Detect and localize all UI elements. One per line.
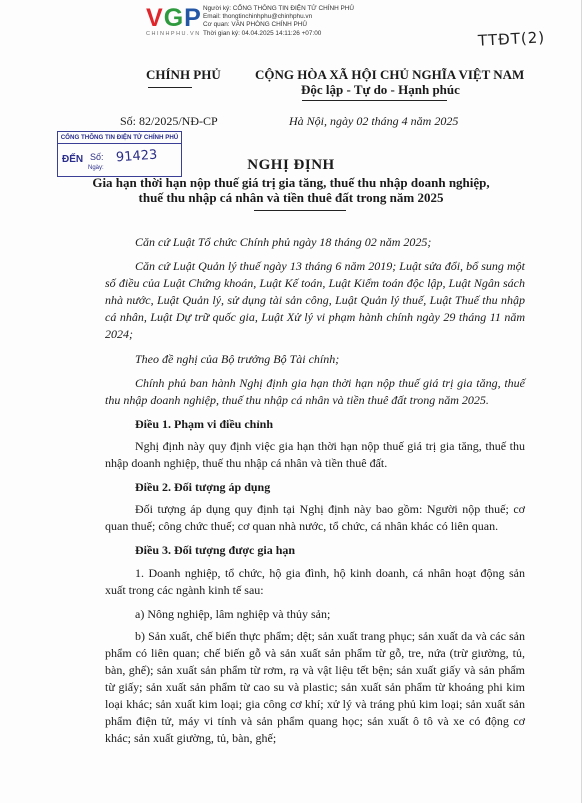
body-paragraph: b) Sản xuất, chế biến thực phẩm; dệt; sản xuất trang phục; sản xuất da và các sản phẩm có liên quan; chế biến gỗ và sản xuất sản phẩm từ gỗ, tre, nứa (trừ giường, tủ, bàn, ghế); sản xuất sản phẩm từ rơm, rạ và vật liệu tết bện; sản xuất giấy và sản phẩm từ giấy; sản xuất sản phẩm từ cao su và plastic; sản xuất sản phẩm từ khoáng phi kim loại khác; sản xuất kim loại; gia công cơ khí; xử lý và tráng phủ kim loại; sản xuất sản phẩm điện tử, máy vi tính và sản phẩm quang học; sản xuất ô tô và xe có động cơ khác; sản xuất giường, tủ, bàn, ghế; xyxy=(105,628,525,746)
issuer: CHÍNH PHỦ xyxy=(146,67,221,82)
document-subtitle-line-2: thuế thu nhập cá nhân và tiền thuê đất trong năm 2025 xyxy=(138,190,444,205)
logo-letter-g: G xyxy=(163,4,185,32)
document-number: Số: 82/2025/NĐ-CP xyxy=(120,114,218,128)
agency-line: Cơ quan: VĂN PHÒNG CHÍNH PHỦ xyxy=(203,21,307,29)
stamp-ngay-label: Ngày: xyxy=(88,165,104,171)
body-paragraph: Chính phủ ban hành Nghị định gia hạn thời hạn nộp thuế giá trị gia tăng, thuế thu nhập doanh nghiệp, thuế thu nhập cá nhân và tiền thuê đất trong năm 2025. xyxy=(105,375,525,407)
vgp-logo xyxy=(146,5,202,31)
sign-time-line: Thời gian ký: 04.04.2025 14:11:26 +07:00 xyxy=(203,29,322,37)
email-line: Email: thongtinchinhphu@chinhphu.vn xyxy=(203,13,313,21)
stamp-title: CỔNG THÔNG TIN ĐIỆN TỬ CHÍNH PHỦ xyxy=(58,132,181,144)
motto: Độc lập - Tự do - Hạnh phúc xyxy=(301,82,460,97)
article-heading: Điều 2. Đối tượng áp dụng xyxy=(135,480,271,495)
handwritten-note: TTĐT(2) xyxy=(477,28,546,50)
issuer-underline xyxy=(148,87,192,88)
stamp-den-label: ĐẾN xyxy=(62,154,84,165)
place-date: Hà Nội, ngày 02 tháng 4 năm 2025 xyxy=(289,114,459,128)
body-paragraph: 1. Doanh nghiệp, tổ chức, hộ gia đình, hộ kinh doanh, cá nhân hoạt động sản xuất trong các ngành kinh tế sau: xyxy=(105,565,525,597)
signer-line: Người ký: CỔNG THÔNG TIN ĐIỆN TỬ CHÍNH PHỦ xyxy=(203,5,354,12)
document-subtitle-line-1: Gia hạn thời hạn nộp thuế giá trị gia tăng, thuế thu nhập doanh nghiệp, xyxy=(92,175,490,190)
body-paragraph: Đối tượng áp dụng quy định tại Nghị định này bao gồm: Người nộp thuế; cơ quan thuế; công chức thuế; cơ quan nhà nước, tổ chức, cá nhân khác có liên quan. xyxy=(105,502,525,534)
body-paragraph: Theo đề nghị của Bộ trưởng Bộ Tài chính; xyxy=(135,351,340,366)
logo-subtitle: CHINHPHU.VN xyxy=(146,31,201,37)
logo-letter-v: V xyxy=(146,4,164,32)
title-underline xyxy=(254,210,346,211)
document-type: NGHỊ ĐỊNH xyxy=(247,157,335,173)
motto-underline xyxy=(302,100,447,101)
nation-name: CỘNG HÒA XÃ HỘI CHỦ NGHĨA VIỆT NAM xyxy=(255,67,525,82)
digital-signature-info xyxy=(203,5,354,38)
body-paragraph: Căn cứ Luật Quản lý thuế ngày 13 tháng 6 năm 2019; Luật sửa đổi, bổ sung một số điều của Luật Chứng khoán, Luật Kế toán, Luật Kiểm toán độc lập, Luật Ngân sách nhà nước, Luật Quản lý, sử dụng tài sản công, Luật Quản lý thuế, Luật Thuế thu nhập cá nhân, Luật Dự trữ quốc gia, Luật Xử lý vi phạm hành chính ngày 29 tháng 11 năm 2024; xyxy=(105,259,525,342)
article-heading: Điều 1. Phạm vi điều chỉnh xyxy=(135,416,274,431)
logo-letter-p: P xyxy=(184,4,202,32)
article-heading: Điều 3. Đối tượng được gia hạn xyxy=(135,543,296,558)
body-paragraph: a) Nông nghiệp, lâm nghiệp và thủy sản; xyxy=(135,606,331,621)
body-paragraph: Nghị định này quy định việc gia hạn thời hạn nộp thuế giá trị gia tăng, thuế thu nhập doanh nghiệp, thuế thu nhập cá nhân và tiền thuê đất. xyxy=(105,438,525,471)
stamp-handwritten-number: 91423 xyxy=(115,147,158,166)
stamp-so-label: Số: xyxy=(90,152,104,162)
body-paragraph: Căn cứ Luật Tổ chức Chính phủ ngày 18 tháng 02 năm 2025; xyxy=(135,235,432,249)
document-body xyxy=(105,234,525,754)
